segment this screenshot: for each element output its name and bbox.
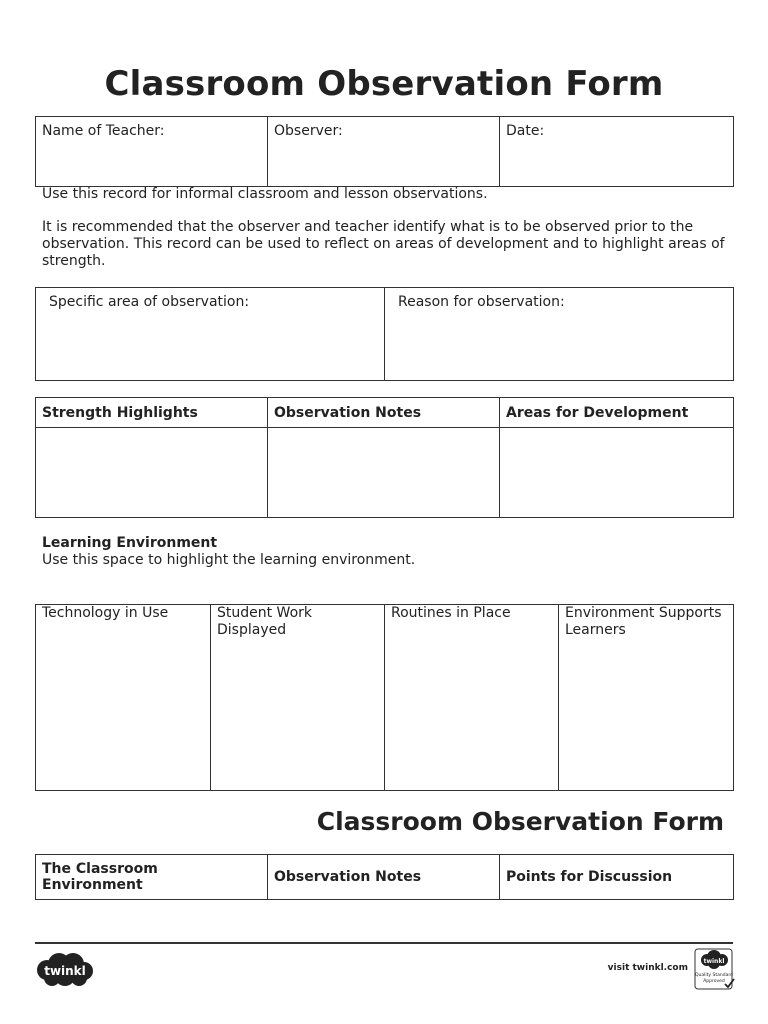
technology-in-use-field[interactable] [36,605,211,791]
reason-label: Reason for observation: [398,294,565,310]
student-work-field[interactable] [211,605,385,791]
classroom-environment-header: The Classroom Environment [36,855,268,900]
footer-divider [35,942,733,944]
routines-label: Routines in Place [391,605,511,621]
name-of-teacher-field[interactable] [36,117,268,187]
page-title: Classroom Observation Form [104,64,664,104]
section-title: Classroom Observation Form [316,807,724,836]
learning-environment-subtext: Use this space to highlight the learning environment. [42,552,416,568]
badge-logo-text: twinkl [703,958,725,965]
date-label: Date: [506,123,545,139]
badge-line-2: Approved [703,979,725,984]
badge-line-1: Quality Standard [695,973,733,978]
observer-field[interactable] [268,117,500,187]
points-for-discussion-header: Points for Discussion [500,855,734,900]
technology-in-use-label: Technology in Use [42,605,169,621]
quality-badge-icon [694,948,736,990]
discussion-observation-notes-header: Observation Notes [268,855,500,900]
date-field[interactable] [500,117,734,187]
learning-environment-heading: Learning Environment [42,535,218,551]
observation-notes-table [35,397,734,518]
observation-notes-cell[interactable] [268,428,500,518]
environment-supports-label: Environment Supports Learners [565,605,722,638]
learning-environment-table [35,604,734,791]
reason-field[interactable] [385,288,734,381]
specific-area-label: Specific area of observation: [49,294,250,310]
visit-link[interactable]: visit twinkl.com [607,963,688,973]
specific-area-field[interactable] [36,288,385,381]
logo-text: twinkl [44,964,86,978]
areas-for-development-header: Areas for Development [500,398,734,428]
name-of-teacher-label: Name of Teacher: [42,123,165,139]
teacher-info-table [35,116,734,187]
observation-notes-header: Observation Notes [268,398,500,428]
twinkl-logo[interactable] [35,950,95,988]
intro-line-1: Use this record for informal classroom and lesson observations. [42,186,488,202]
observer-label: Observer: [274,123,343,139]
routines-field[interactable] [385,605,559,791]
strength-highlights-header: Strength Highlights [36,398,268,428]
discussion-table [35,854,734,900]
student-work-label: Student Work Displayed [217,605,313,638]
environment-supports-field[interactable] [559,605,734,791]
areas-for-development-cell[interactable] [500,428,734,518]
intro-line-2: It is recommended that the observer and teacher identify what is to be observed prior to the observation. This record can be used to reflect on areas of development and to highlight areas of strength. [42,219,725,269]
observation-area-table [35,287,734,381]
strength-highlights-cell[interactable] [36,428,268,518]
